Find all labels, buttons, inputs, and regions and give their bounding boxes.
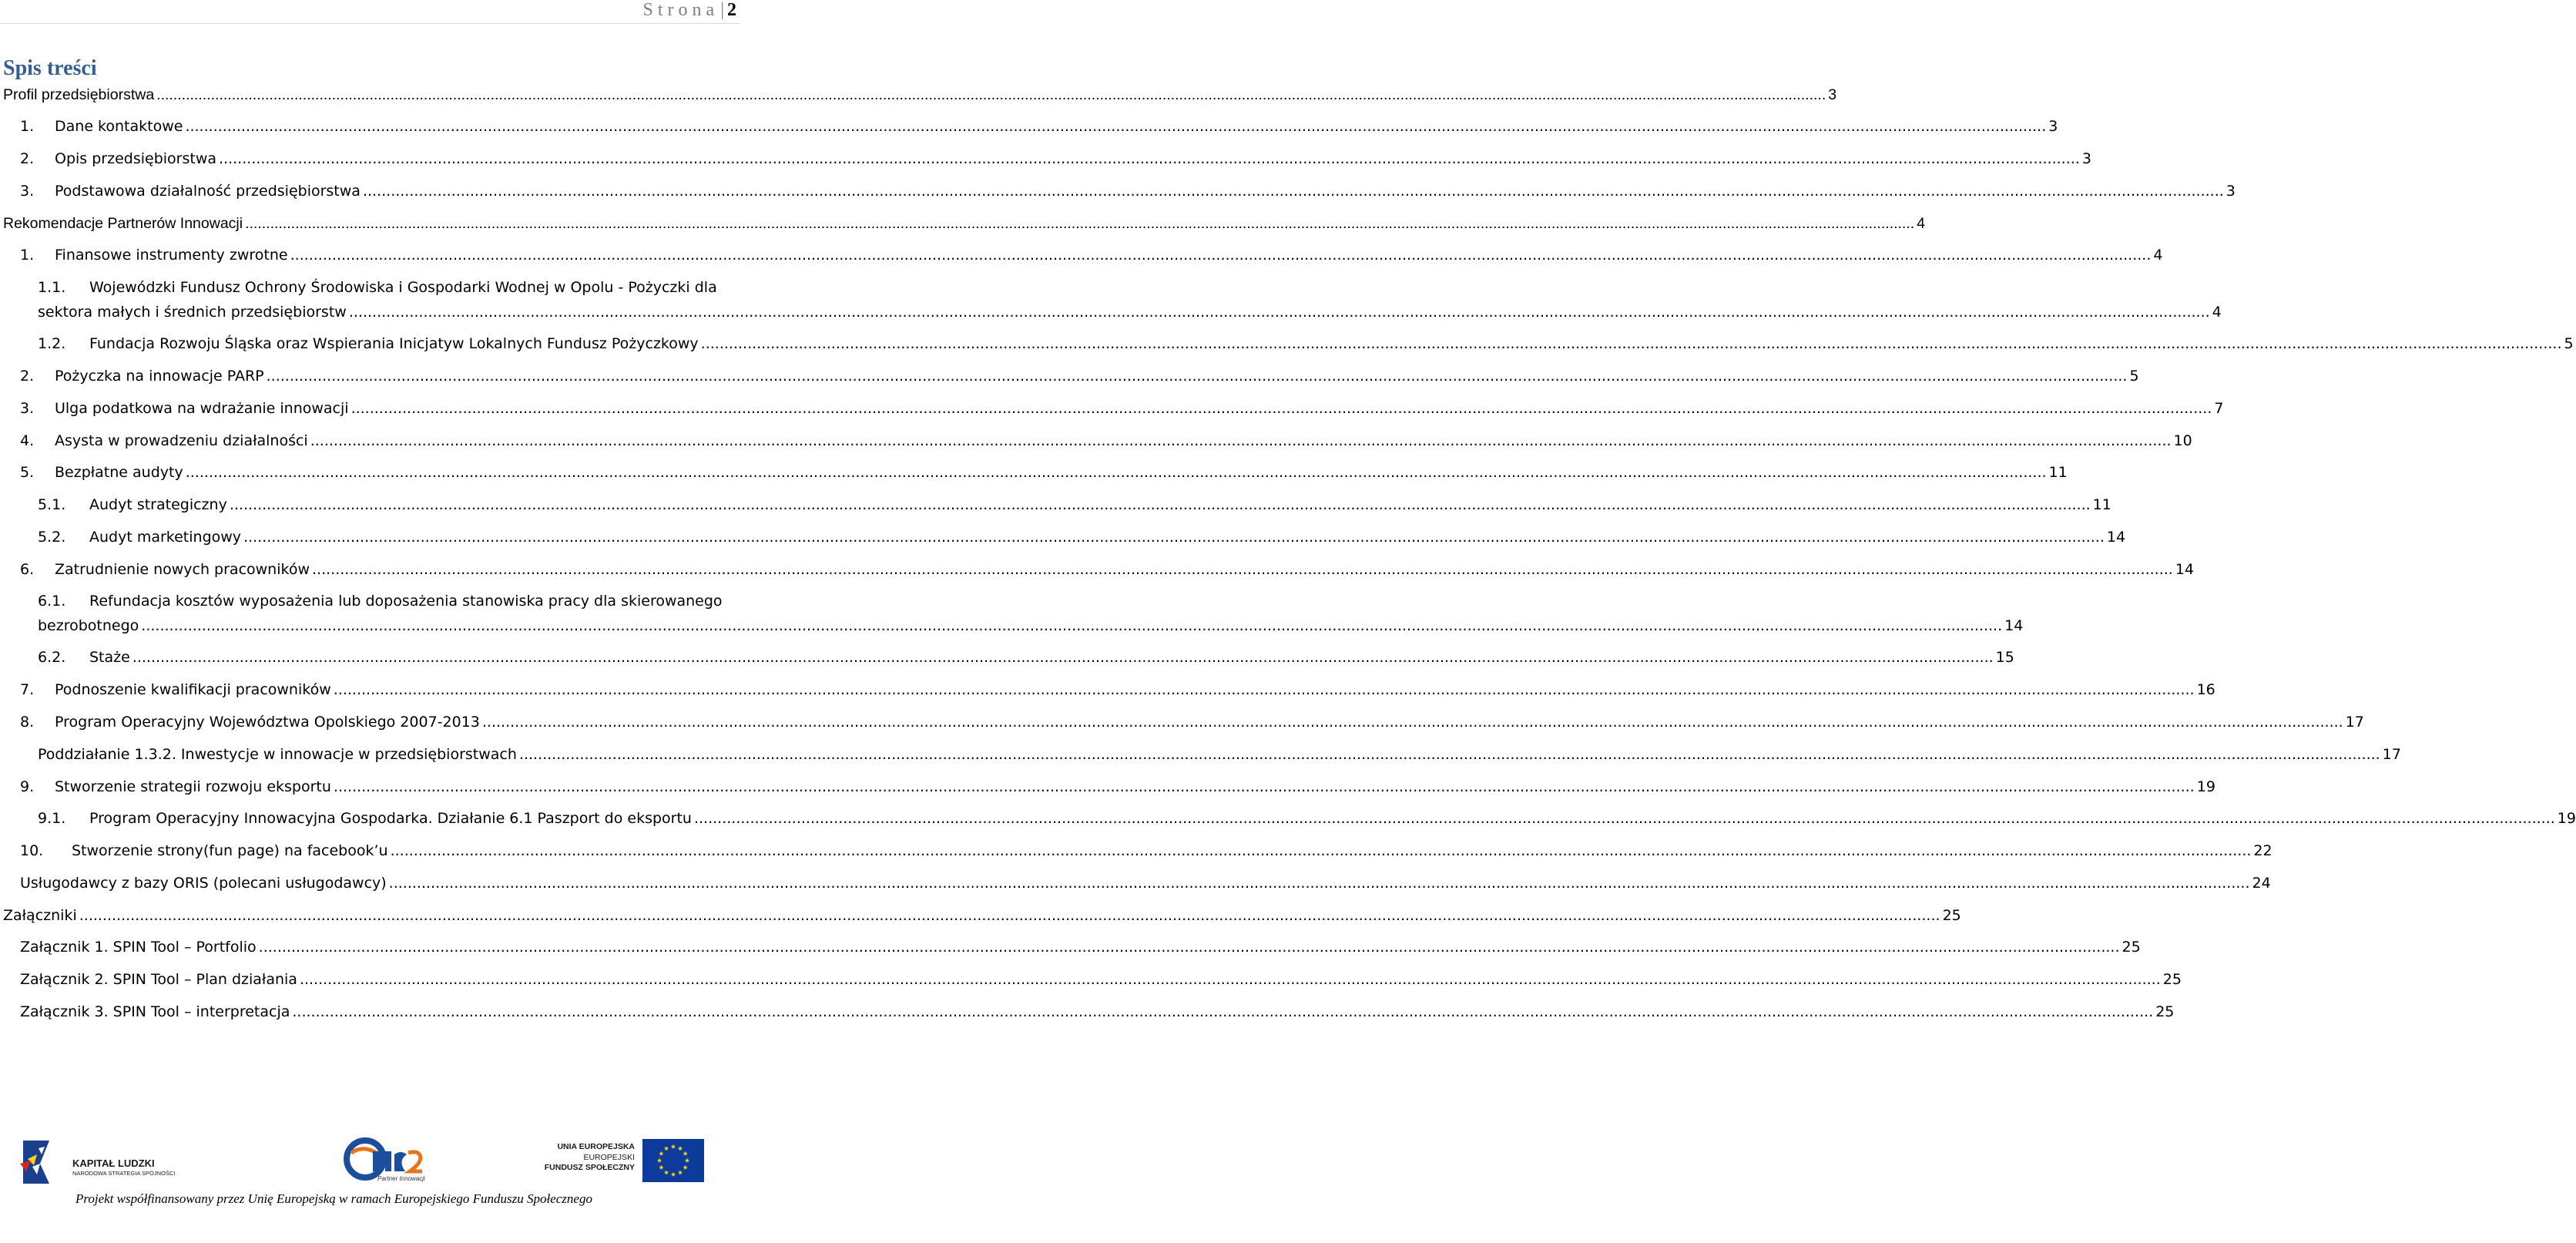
toc-entry-line <box>20 116 2058 136</box>
toc-entry-title: Program Operacyjny Innowacyjna Gospodarka. Działanie 6.1 Paszport do eksportu <box>89 810 692 827</box>
toc-entry-page: 16 <box>2196 681 2215 698</box>
toc-entry-line <box>20 1002 2175 1022</box>
toc-dot-leader: ................................................................................................................................................................................................................................................................................................................................................................................................................ <box>229 496 2091 513</box>
toc-entry-title: Poddziałanie 1.3.2. Inwestycje w innowacje w przedsiębiorstwach <box>38 746 517 763</box>
toc-entry-title: Stworzenie strony(fun page) na facebook’u <box>72 842 388 859</box>
toc-entry-number: 5. <box>20 464 35 481</box>
toc-entry-title: Rekomendacje Partnerów Innowacji <box>3 215 243 232</box>
toc-dot-leader: ................................................................................................................................................................................................................................................................................................................................................................................................................ <box>141 617 2003 634</box>
toc-entry-title: Program Operacyjny Województwa Opolskiego 2007-2013 <box>55 714 480 731</box>
toc-entry-title: Refundacja kosztów wyposażenia lub doposażenia stanowiska pracy dla skierowanego <box>89 593 723 610</box>
header-word: Strona <box>642 0 719 20</box>
toc-entry-title: Asysta w prowadzeniu działalności <box>55 432 308 449</box>
toc-entry-number: 1. <box>20 247 35 264</box>
toc-entry-page: 14 <box>2175 561 2195 578</box>
toc-dot-leader: ................................................................................................................................................................................................................................................................................................................................................................................................................ <box>333 681 2195 698</box>
toc-entry-page: 19 <box>2557 810 2576 827</box>
toc-dot-leader: ................................................................................................................................................................................................................................................................................................................................................................................................................ <box>310 432 2172 449</box>
toc-entry-line <box>38 495 2111 515</box>
toc-entry-line <box>20 245 2163 265</box>
eu-flag-icon <box>642 1139 704 1182</box>
toc-entry-page: 14 <box>2106 529 2126 546</box>
toc-entry-line <box>38 527 2126 547</box>
header-page-number: 2 <box>727 0 736 20</box>
toc-dot-leader: ................................................................................................................................................................................................................................................................................................................................................................................................................ <box>518 746 2380 763</box>
toc-entry-number: 5.1. <box>38 496 66 513</box>
toc-entry-number: 3. <box>20 183 35 200</box>
toc-entry-line <box>3 85 1837 105</box>
toc-dot-leader: ................................................................................................................................................................................................................................................................................................................................................................................................................ <box>219 150 2080 167</box>
toc-entry-page: 7 <box>2214 400 2224 417</box>
toc-entry-title: Finansowe instrumenty zwrotne <box>55 247 288 264</box>
toc-entry-page: 10 <box>2173 432 2192 449</box>
toc-entry-line <box>20 777 2215 797</box>
toc-entry-title: Staże <box>89 649 130 666</box>
toc-entry-number: 2. <box>20 368 35 385</box>
toc-entry-title: Pożyczka na innowacje PARP <box>55 368 264 385</box>
toc-entry-title-continued: bezrobotnego <box>38 617 139 634</box>
toc-dot-leader: ................................................................................................................................................................................................................................................................................................................................................................................................................ <box>388 875 2250 892</box>
toc-entry-page: 22 <box>2253 842 2272 859</box>
toc-entry-line <box>38 808 2576 828</box>
toc-entry-line <box>20 462 2068 482</box>
toc-entry-line <box>20 969 2182 989</box>
kapital-ludzki-emblem-icon <box>17 1137 63 1187</box>
toc-entry-number: 2. <box>20 150 35 167</box>
toc-dot-leader: ................................................................................................................................................................................................................................................................................................................................................................................................................ <box>348 304 2210 321</box>
kapital-ludzki-title: KAPITAŁ LUDZKI <box>72 1157 155 1169</box>
eu-line-2: EUROPEJSKI <box>583 1153 635 1162</box>
toc-entry-page: 11 <box>2092 496 2111 513</box>
toc-entry-page: 5 <box>2129 368 2139 385</box>
toc-dot-leader: ................................................................................................................................................................................................................................................................................................................................................................................................................ <box>333 778 2195 795</box>
toc-dot-leader: ................................................................................................................................................................................................................................................................................................................................................................................................................ <box>312 561 2173 578</box>
toc-entry-page: 14 <box>2004 617 2024 634</box>
toc-entry-number: 5.2. <box>38 529 66 546</box>
toc-dot-leader: ................................................................................................................................................................................................................................................................................................................................................................................................................ <box>132 649 1994 666</box>
eu-logo <box>542 1131 715 1188</box>
toc-entry-page: 3 <box>2048 118 2058 135</box>
toc-entry-number: 9.1. <box>38 810 66 827</box>
toc-entry-page: 25 <box>1942 907 1961 924</box>
toc-dot-leader: ................................................................................................................................................................................................................................................................................................................................................................................................................ <box>292 1003 2154 1020</box>
toc-entry-number: 1. <box>20 118 35 135</box>
toc-entry-number: 6. <box>20 561 35 578</box>
toc-dot-leader: ................................................................................................................................................................................................................................................................................................................................................................................................................ <box>266 368 2128 385</box>
toc-entry-line <box>3 213 1926 233</box>
toc-entry-line <box>38 302 2222 322</box>
toc-dot-leader: ................................................................................................................................................................................................................................................................................................................................................................................................................ <box>693 810 2555 827</box>
toc-dot-leader: ................................................................................................................................................................................................................................................................................................................................................................................................................ <box>245 215 1915 232</box>
toc-entry-title: Załącznik 1. SPIN Tool – Portfolio <box>20 939 257 956</box>
toc-entry-number: 6.2. <box>38 649 66 666</box>
toc-entry-page: 4 <box>2212 304 2222 321</box>
toc-dot-leader: ................................................................................................................................................................................................................................................................................................................................................................................................................ <box>362 183 2224 200</box>
toc-entry-title: Stworzenie strategii rozwoju eksportu <box>55 778 331 795</box>
toc-dot-leader: ................................................................................................................................................................................................................................................................................................................................................................................................................ <box>351 400 2212 417</box>
toc-dot-leader: ................................................................................................................................................................................................................................................................................................................................................................................................................ <box>243 529 2105 546</box>
toc-entry-line <box>20 398 2224 418</box>
toc-entry-title: Załącznik 3. SPIN Tool – interpretacja <box>20 1003 290 1020</box>
toc-entry-title: Podnoszenie kwalifikacji pracowników <box>55 681 331 698</box>
toc-entry-number: 6.1. <box>38 593 66 610</box>
toc-entry-title: Audyt marketingowy <box>89 529 242 546</box>
toc-entry-line <box>38 616 2024 636</box>
header-separator: | <box>720 0 724 20</box>
toc-entry-page: 17 <box>2382 746 2401 763</box>
footer-cofinancing-text: Projekt współfinansowany przez Unię Europejską w ramach Europejskiego Funduszu Społecznego <box>75 1191 592 1206</box>
toc-dot-leader: ................................................................................................................................................................................................................................................................................................................................................................................................................ <box>700 335 2562 352</box>
toc-entry-number: 10. <box>20 842 44 859</box>
toc-dot-leader: ................................................................................................................................................................................................................................................................................................................................................................................................................ <box>79 907 1940 924</box>
footer-logos <box>0 1131 740 1193</box>
toc-entry-number: 1.1. <box>38 279 66 296</box>
toc-entry-line <box>3 905 1961 926</box>
toc-entry-page: 3 <box>2081 150 2091 167</box>
toc-entry-title: Bezpłatne audyty <box>55 464 183 481</box>
toc-entry-number: 4. <box>20 432 35 449</box>
toc-entry-title: Opis przedsiębiorstwa <box>55 150 217 167</box>
toc-entry-page: 3 <box>1828 86 1837 103</box>
toc-entry-line <box>20 873 2271 893</box>
toc-entry-page: 24 <box>2252 875 2271 892</box>
toc-entry-title: Dane kontaktowe <box>55 118 183 135</box>
toc-dot-leader: ................................................................................................................................................................................................................................................................................................................................................................................................................ <box>185 118 2047 135</box>
toc-entry-number: 9. <box>20 778 35 795</box>
toc-entry-title: Usługodawcy z bazy ORIS (polecani usługodawcy) <box>20 875 387 892</box>
toc-entry-line <box>20 431 2192 451</box>
toc-dot-leader: ................................................................................................................................................................................................................................................................................................................................................................................................................ <box>156 86 1826 103</box>
toc-entry-title: Podstawowa działalność przedsiębiorstwa <box>55 183 361 200</box>
eu-line-1: UNIA EUROPEJSKA <box>557 1142 635 1151</box>
kapital-ludzki-logo <box>17 1137 176 1187</box>
toc-entry-page: 3 <box>2225 183 2236 200</box>
toc-dot-leader: ................................................................................................................................................................................................................................................................................................................................................................................................................ <box>185 464 2047 481</box>
toc-entry-line <box>38 591 736 611</box>
toc-entry-page: 15 <box>1995 649 2014 666</box>
toc-entry-title-continued: sektora małych i średnich przedsiębiorstw <box>38 304 347 321</box>
toc-entry-title: Fundacja Rozwoju Śląska oraz Wspierania Inicjatyw Lokalnych Fundusz Pożyczkowy <box>89 335 699 352</box>
toc-entry-number: 8. <box>20 714 35 731</box>
toc-entry-page: 25 <box>2122 939 2141 956</box>
oris-caption: Partner Innowacji <box>377 1175 425 1182</box>
toc-entry-page: 25 <box>2155 1003 2175 1020</box>
toc-entry-line <box>38 334 2574 354</box>
toc-entry-title: Ulga podatkowa na wdrażanie innowacji <box>55 400 349 417</box>
eu-line-3: FUNDUSZ SPOŁECZNY <box>544 1163 635 1172</box>
toc-entry-title: Załączniki <box>3 907 77 924</box>
toc-entry-line <box>20 149 2091 169</box>
toc-entry-line <box>38 277 736 297</box>
toc-dot-leader: ................................................................................................................................................................................................................................................................................................................................................................................................................ <box>290 247 2152 264</box>
toc-entry-number: 3. <box>20 400 35 417</box>
toc-entry-line <box>38 647 2014 667</box>
toc-entry-page: 4 <box>1917 215 1926 232</box>
toc-entry-page: 17 <box>2345 714 2364 731</box>
toc-entry-title: Zatrudnienie nowych pracowników <box>55 561 310 578</box>
toc-entry-number: 1.2. <box>38 335 66 352</box>
toc-entry-page: 5 <box>2564 335 2574 352</box>
toc-entry-line <box>20 181 2236 201</box>
toc-entry-line <box>38 744 2401 764</box>
toc-entry-title: Profil przedsiębiorstwa <box>3 86 155 103</box>
toc-dot-leader: ................................................................................................................................................................................................................................................................................................................................................................................................................ <box>390 842 2252 859</box>
toc-dot-leader: ................................................................................................................................................................................................................................................................................................................................................................................................................ <box>258 939 2120 956</box>
toc-entry-title: Załącznik 2. SPIN Tool – Plan działania <box>20 971 297 988</box>
toc-entry-line <box>20 841 2272 861</box>
toc-entry-page: 25 <box>2162 971 2182 988</box>
toc-entry-page: 19 <box>2196 778 2215 795</box>
toc-entry-page: 4 <box>2153 247 2163 264</box>
toc-entry-line <box>20 680 2215 700</box>
toc-entry-line <box>20 712 2364 732</box>
toc-entry-line <box>20 937 2141 957</box>
toc-entry-title: Audyt strategiczny <box>89 496 227 513</box>
toc-entry-page: 11 <box>2048 464 2068 481</box>
toc-entry-line <box>20 559 2195 580</box>
toc-dot-leader: ................................................................................................................................................................................................................................................................................................................................................................................................................ <box>299 971 2161 988</box>
toc-entry-line <box>20 366 2139 386</box>
toc-title: Spis treści <box>3 56 97 80</box>
kapital-ludzki-subtitle: NARODOWA STRATEGIA SPÓJNOŚCI <box>72 1170 176 1177</box>
toc-entry-number: 7. <box>20 681 35 698</box>
toc-entry-title: Wojewódzki Fundusz Ochrony Środowiska i Gospodarki Wodnej w Opolu - Pożyczki dla <box>89 279 717 296</box>
toc-dot-leader: ................................................................................................................................................................................................................................................................................................................................................................................................................ <box>481 714 2343 731</box>
